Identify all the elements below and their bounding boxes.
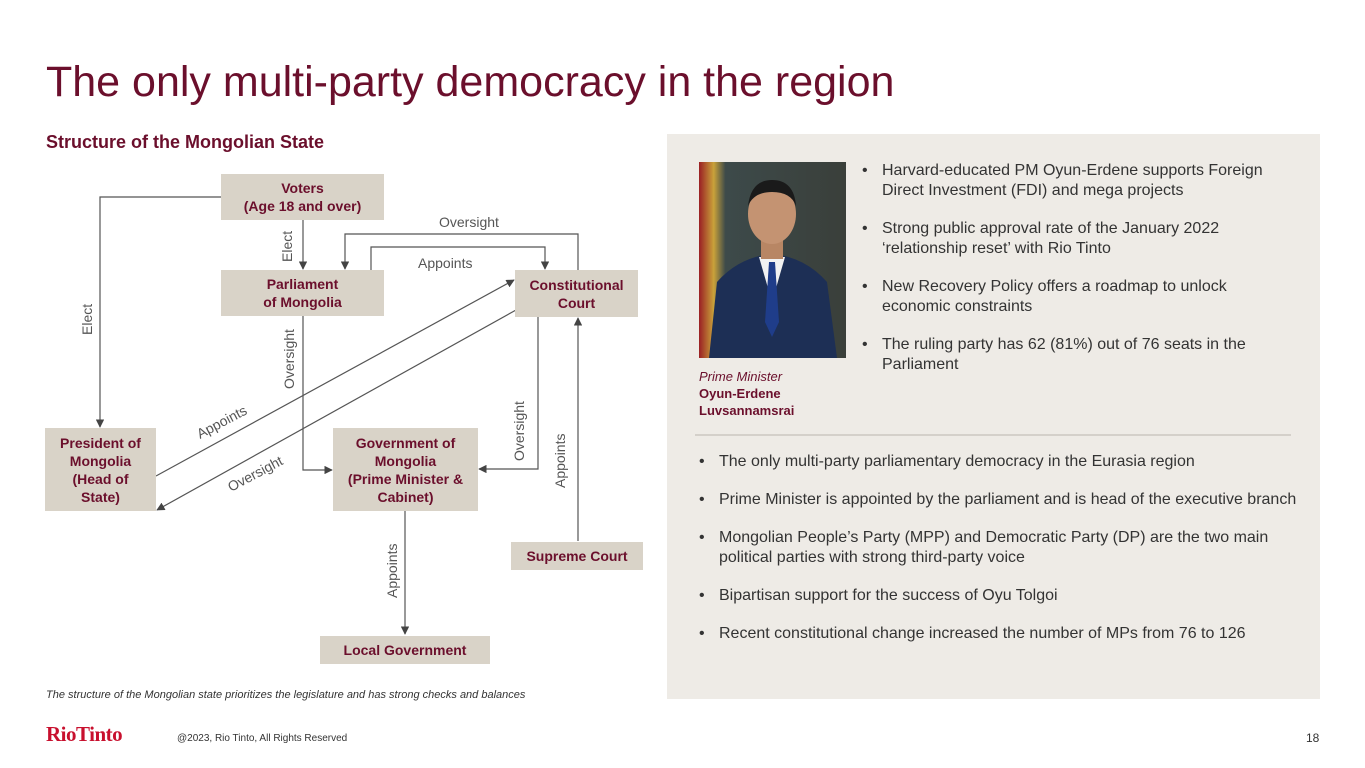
bottom-bullet-list: [697, 452, 1297, 662]
label-elect-president: Elect: [79, 303, 95, 335]
label-appoints-supreme-court: Appoints: [552, 433, 568, 488]
copyright-text: @2023, Rio Tinto, All Rights Reserved: [177, 733, 348, 744]
list-item: • Recent constitutional change increased the number of MPs from 76 to 126: [697, 624, 1297, 644]
list-item: • Mongolian People’s Party (MPP) and Democratic Party (DP) are the two main political parties with strong third-party voice: [697, 528, 1297, 568]
list-item: • Harvard-educated PM Oyun-Erdene supports Foreign Direct Investment (FDI) and mega projects: [860, 161, 1290, 201]
box-voters: Voters (Age 18 and over): [221, 174, 384, 220]
label-appoints-top: Appoints: [418, 255, 473, 271]
panel-divider: [695, 434, 1291, 436]
page-title: The only multi-party democracy in the region: [46, 58, 895, 106]
prime-minister-photo: [699, 162, 846, 358]
label-oversight-court-gov: Oversight: [511, 401, 527, 461]
box-government: Government of Mongolia (Prime Minister & Cabinet): [333, 428, 478, 511]
label-appoints-president-court: Appoints: [193, 401, 250, 442]
label-elect-parliament: Elect: [279, 230, 295, 262]
page-number: 18: [1306, 731, 1320, 745]
box-parliament: Parliament of Mongolia: [221, 270, 384, 316]
label-oversight-top: Oversight: [439, 214, 499, 230]
diagram-caption: The structure of the Mongolian state prioritizes the legislature and has strong checks and balances: [46, 689, 526, 701]
list-item: • Strong public approval rate of the January 2022 ‘relationship reset’ with Rio Tinto: [860, 219, 1290, 259]
section-subtitle: Structure of the Mongolian State: [46, 132, 325, 152]
label-appoints-gov-local: Appoints: [384, 543, 400, 598]
box-supreme-court: Supreme Court: [511, 542, 643, 570]
list-item: • The only multi-party parliamentary democracy in the Eurasia region: [697, 452, 1297, 472]
list-item: • Prime Minister is appointed by the parliament and is head of the executive branch: [697, 490, 1297, 510]
arrow-voters-president: [100, 197, 221, 427]
list-item: • The ruling party has 62 (81%) out of 76 seats in the Parliament: [860, 335, 1290, 375]
top-bullet-list: [860, 161, 1290, 393]
box-constitutional-court: Constitutional Court: [515, 270, 638, 317]
box-president: President of Mongolia (Head of State): [45, 428, 156, 511]
photo-caption: [699, 368, 794, 419]
arrow-court-government: [479, 317, 538, 469]
label-oversight-parliament-gov: Oversight: [281, 329, 297, 389]
list-item: • New Recovery Policy offers a roadmap to unlock economic constraints: [860, 277, 1290, 317]
pm-name-line1: Oyun-Erdene: [699, 386, 781, 401]
box-local-government: Local Government: [320, 636, 490, 664]
list-item: • Bipartisan support for the success of Oyu Tolgoi: [697, 586, 1297, 606]
rio-tinto-logo: RioTinto: [46, 722, 123, 746]
pm-name-line2: Luvsannamsrai: [699, 403, 795, 418]
label-oversight-court-president: Oversight: [224, 452, 286, 495]
pm-role: Prime Minister: [699, 369, 783, 384]
